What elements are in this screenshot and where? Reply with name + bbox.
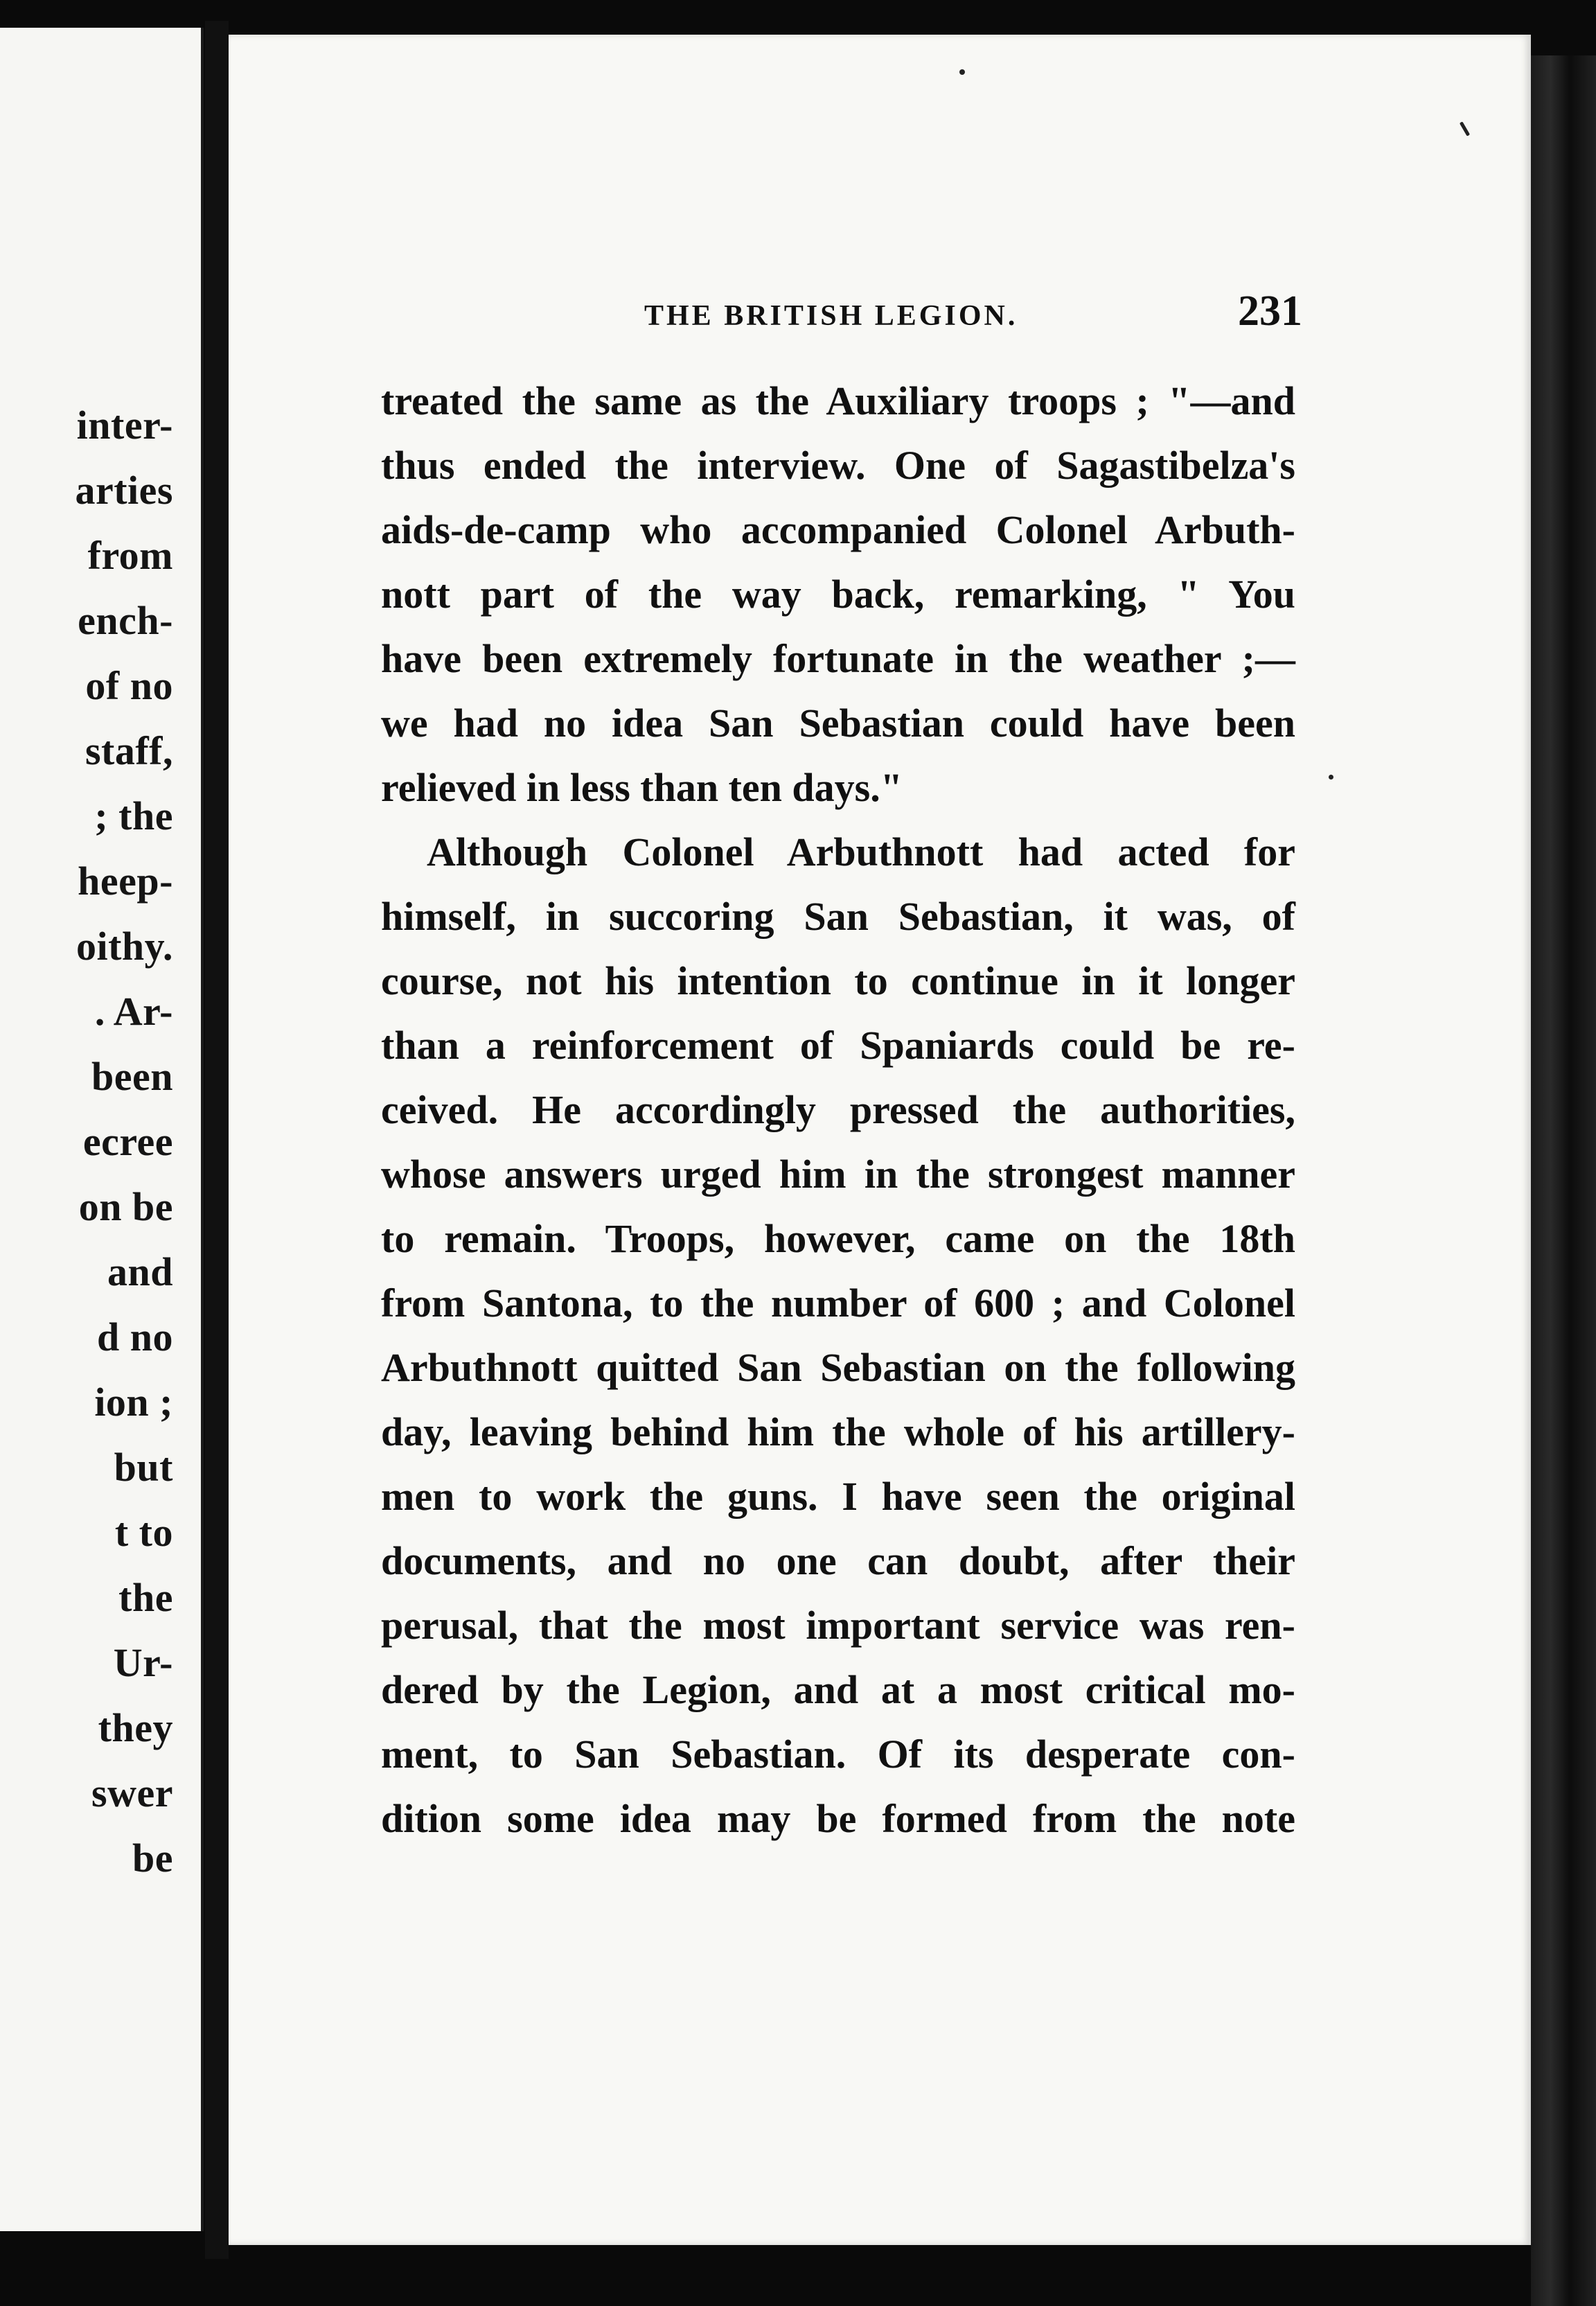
text-line: ceived. He accordingly pressed the authorities, <box>381 1087 1295 1132</box>
left-line: and <box>107 1249 173 1294</box>
left-line: but <box>114 1445 173 1490</box>
text-line: dered by the Legion, and at a most critical mo- <box>381 1667 1295 1712</box>
left-line: ; the <box>94 793 173 838</box>
left-line: the <box>118 1575 173 1620</box>
text-line: dition some idea may be formed from the note <box>381 1796 1295 1841</box>
left-line: staff, <box>85 728 173 773</box>
left-line: been <box>91 1054 173 1099</box>
left-line: of no <box>85 663 173 708</box>
left-line: swer <box>91 1770 173 1815</box>
text-line: whose answers urged him in the strongest manner <box>381 1152 1295 1197</box>
text-line: course, not his intention to continue in it longer <box>381 958 1295 1003</box>
page-edge <box>1531 55 1596 2306</box>
text-line: treated the same as the Auxiliary troops ; "—and <box>381 378 1295 423</box>
text-line: documents, and no one can doubt, after their <box>381 1538 1295 1583</box>
text-line: than a reinforcement of Spaniards could be re- <box>381 1023 1295 1068</box>
left-line: inter- <box>76 403 173 448</box>
page-header <box>416 277 1302 353</box>
text-line: thus ended the interview. One of Sagastibelza's <box>381 443 1295 488</box>
text-line: Arbuthnott quitted San Sebastian on the following <box>381 1345 1295 1390</box>
left-page-fragment <box>0 28 204 2231</box>
left-line: . Ar- <box>94 989 173 1034</box>
text-line: Although Colonel Arbuthnott had acted for <box>427 829 1295 874</box>
paper-speck <box>959 69 965 75</box>
left-line: from <box>87 533 173 578</box>
left-line: arties <box>75 468 173 513</box>
left-line: heep- <box>78 859 173 904</box>
left-line: t to <box>114 1510 173 1555</box>
text-line: ment, to San Sebastian. Of its desperate con- <box>381 1732 1295 1777</box>
page-number: 231 <box>1238 288 1302 335</box>
left-line: oithy. <box>76 924 173 969</box>
text-line: day, leaving behind him the whole of his artillery- <box>381 1409 1295 1454</box>
paper-speck <box>1329 775 1333 780</box>
text-line: aids-de-camp who accompanied Colonel Arbuth- <box>381 507 1295 552</box>
text-line: perusal, that the most important service was ren- <box>381 1603 1295 1648</box>
left-line: ench- <box>78 598 173 643</box>
book-gutter <box>205 21 229 2259</box>
left-line: be <box>132 1836 173 1881</box>
text-line: men to work the guns. I have seen the original <box>381 1474 1295 1519</box>
text-line: to remain. Troops, however, came on the 18th <box>381 1216 1295 1261</box>
left-line: d no <box>96 1314 173 1359</box>
text-line: relieved in less than ten days." <box>381 765 903 810</box>
right-page <box>229 35 1531 2245</box>
text-line: nott part of the way back, remarking, " You <box>381 572 1295 617</box>
text-line: himself, in succoring San Sebastian, it was, of <box>381 894 1295 939</box>
text-line: from Santona, to the number of 600 ; and Colonel <box>381 1280 1295 1326</box>
text-line: we had no idea San Sebastian could have been <box>381 701 1295 746</box>
text-line: have been extremely fortunate in the weather ;— <box>381 636 1295 681</box>
left-line: they <box>98 1705 173 1750</box>
left-line: Ur- <box>113 1640 173 1685</box>
left-line: ecree <box>82 1119 173 1164</box>
left-line: on be <box>78 1184 173 1229</box>
left-line: ion ; <box>94 1380 173 1425</box>
running-head: THE BRITISH LEGION. <box>644 300 1018 332</box>
